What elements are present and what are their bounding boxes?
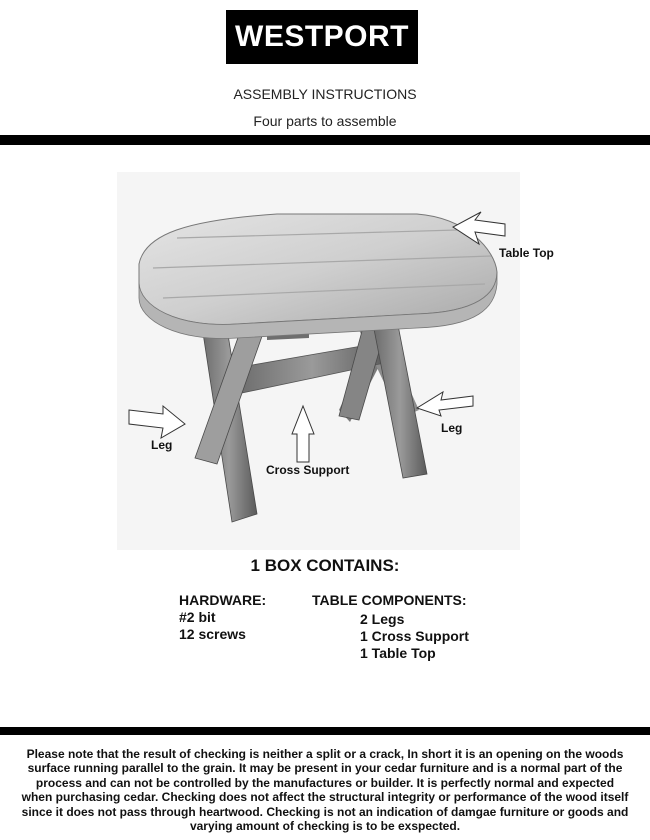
components-list	[312, 592, 469, 662]
callout-leg-right: Leg	[441, 421, 463, 435]
component-item: 1 Table Top	[360, 645, 436, 661]
hardware-item: 12 screws	[179, 626, 246, 642]
table-top-shape	[139, 214, 497, 338]
component-item: 1 Cross Support	[360, 628, 469, 644]
component-item: 2 Legs	[360, 611, 405, 627]
callout-table-top: Table Top	[499, 246, 554, 260]
hardware-list	[179, 592, 266, 643]
brand-logo: WESTPORT	[226, 10, 418, 64]
checking-note: Please note that the result of checking is neither a split or a crack, In short it is an opening on the woods surface running parallel to the grain. It may be present in your cedar furniture and is a normal part of the process and can not be controlled by the manufactures or builder. It is perfectly normal and expected when purchasing cedar. Checking does not affect the structural integrity or performance of the wood itself since it does not pass through heartwood. Checking is not an indication of damgae furniture or goods and varying amount of checking is to be exspected.	[21, 747, 629, 834]
box-contents-title: 1 BOX CONTAINS:	[250, 556, 400, 575]
document-subtitle: Four parts to assemble	[253, 113, 397, 129]
table-illustration	[117, 172, 520, 550]
components-heading: TABLE COMPONENTS:	[312, 592, 467, 608]
callout-leg-left: Leg	[151, 438, 173, 452]
hardware-heading: HARDWARE:	[179, 592, 267, 608]
bottom-divider	[0, 727, 650, 735]
hardware-item: #2 bit	[179, 609, 216, 625]
document-title: ASSEMBLY INSTRUCTIONS	[233, 86, 417, 102]
top-divider	[0, 135, 650, 145]
callout-cross-support: Cross Support	[266, 463, 350, 477]
